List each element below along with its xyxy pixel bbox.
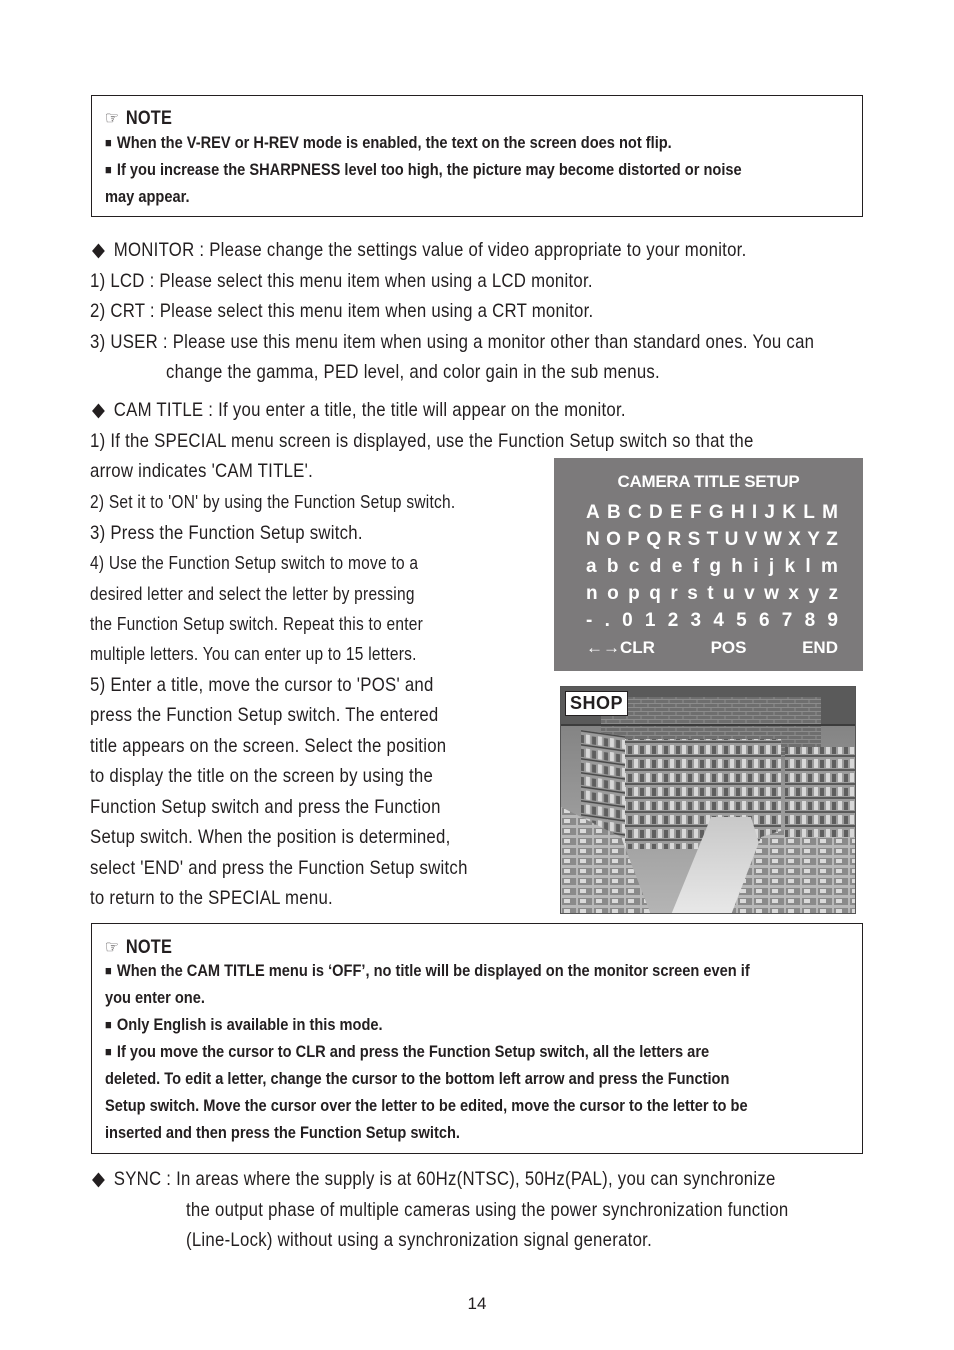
note-line: deleted. To edit a letter, change the cursor to the bottom left arrow and press the Function: [105, 1069, 730, 1088]
setup-char: Y: [807, 529, 820, 550]
setup-char: S: [687, 529, 701, 550]
setup-letter-row: [586, 502, 838, 524]
monitor-item-user: 3) USER : Please use this menu item when using a monitor other than standard ones. You can: [90, 331, 815, 353]
setup-char: 7: [781, 610, 793, 631]
cam-title-line: the Function Setup switch. Repeat this to enter: [90, 614, 424, 634]
setup-char: L: [803, 502, 815, 523]
setup-char: 1: [644, 610, 656, 631]
note-box-2: [91, 923, 863, 1154]
note-line: inserted and then press the Function Setup switch.: [105, 1123, 460, 1142]
cam-title-line: arrow indicates 'CAM TITLE'.: [90, 460, 314, 482]
monitor-heading: ◆ MONITOR : Please change the settings value of video appropriate to your monitor.: [92, 239, 747, 261]
setup-char: x: [788, 583, 799, 604]
setup-char: F: [689, 502, 702, 523]
shop-camera-image: [560, 686, 856, 914]
setup-char: o: [607, 583, 619, 604]
setup-char: e: [671, 556, 683, 577]
pointing-hand-icon: ☞: [105, 108, 120, 128]
setup-letter-row: [586, 556, 838, 578]
sync-line: the output phase of multiple cameras using the power synchronization function: [186, 1199, 789, 1221]
note-line: may appear.: [105, 187, 190, 206]
setup-char: C: [628, 502, 642, 523]
setup-char: 3: [690, 610, 702, 631]
note-line: ■ When the CAM TITLE menu is ‘OFF’, no title will be displayed on the monitor screen even if: [105, 961, 750, 980]
setup-char: H: [730, 502, 745, 523]
setup-char: b: [606, 556, 619, 577]
setup-char: t: [707, 583, 714, 604]
sync-line: (Line-Lock) without using a synchronization signal generator.: [186, 1229, 652, 1251]
setup-control-row: [586, 638, 838, 658]
setup-char: 6: [758, 610, 770, 631]
setup-char: i: [753, 556, 759, 577]
setup-char: J: [764, 502, 775, 523]
setup-char: v: [744, 583, 755, 604]
page-number: 14: [467, 1294, 487, 1313]
setup-char: 8: [804, 610, 816, 631]
cam-title-line: 5) Enter a title, move the cursor to 'POS' and: [90, 674, 434, 696]
sync-heading: ◆ SYNC : In areas where the supply is at 60Hz(NTSC), 50Hz(PAL), you can synchronize: [92, 1168, 776, 1190]
setup-char: O: [606, 529, 621, 550]
cam-title-line: Setup switch. When the position is determined,: [90, 826, 451, 848]
cam-title-line: Function Setup switch and press the Function: [90, 796, 441, 818]
bullet-square-icon: ■: [105, 135, 112, 150]
cam-title-line: to display the title on the screen by using the: [90, 765, 434, 787]
setup-char: r: [670, 583, 678, 604]
shop-title-overlay: SHOP: [565, 691, 628, 716]
cam-title-line: select 'END' and press the Function Setup switch: [90, 857, 468, 879]
setup-char: -: [586, 610, 593, 631]
setup-char: G: [708, 502, 724, 523]
setup-char: m: [821, 556, 838, 577]
cam-title-line: 1) If the SPECIAL menu screen is displayed, use the Function Setup switch so that the: [90, 430, 754, 452]
setup-char: g: [709, 556, 721, 577]
note-line: Setup switch. Move the cursor over the letter to be edited, move the cursor to the letter to be: [105, 1096, 748, 1115]
cam-title-line: multiple letters. You can enter up to 15 letters.: [90, 644, 417, 664]
cam-title-line: press the Function Setup switch. The entered: [90, 704, 439, 726]
setup-char: Q: [646, 529, 662, 550]
setup-char: B: [607, 502, 621, 523]
camera-title-setup-panel: [554, 458, 863, 671]
setup-char: E: [670, 502, 683, 523]
note-line: ■ If you move the cursor to CLR and press the Function Setup switch, all the letters are: [105, 1042, 710, 1061]
setup-char: j: [768, 556, 775, 577]
setup-char: 9: [827, 610, 838, 631]
setup-char: z: [828, 583, 838, 604]
diamond-bullet-icon: ◆: [92, 239, 106, 261]
setup-digit-row: [586, 610, 838, 632]
setup-char: 4: [713, 610, 724, 631]
cam-title-line: 3) Press the Function Setup switch.: [90, 522, 363, 544]
setup-char: M: [822, 502, 838, 523]
setup-char: K: [782, 502, 796, 523]
setup-char: T: [706, 529, 719, 550]
setup-char: a: [586, 556, 597, 577]
setup-pos-control: POS: [710, 638, 747, 657]
monitor-item-user-cont: change the gamma, PED level, and color gain in the sub menus.: [166, 361, 660, 383]
diamond-bullet-icon: ◆: [92, 399, 106, 421]
note-line: ■ When the V-REV or H-REV mode is enabled, the text on the screen does not flip.: [105, 133, 672, 152]
setup-char: d: [649, 556, 662, 577]
setup-letter-row: [586, 529, 838, 551]
bullet-square-icon: ■: [105, 963, 112, 978]
setup-letter-row: [586, 583, 838, 605]
bullet-square-icon: ■: [105, 1044, 112, 1059]
setup-char: .: [604, 610, 610, 631]
setup-char: 2: [667, 610, 679, 631]
setup-char: h: [731, 556, 743, 577]
diamond-bullet-icon: ◆: [92, 1168, 106, 1190]
setup-panel-title: CAMERA TITLE SETUP: [617, 472, 800, 491]
setup-char: V: [744, 529, 758, 550]
setup-char: y: [808, 583, 820, 604]
setup-char: c: [628, 556, 640, 577]
pointing-hand-icon: ☞: [105, 937, 120, 957]
note-line: you enter one.: [105, 988, 205, 1007]
shop-interior-illustration: [561, 687, 856, 914]
setup-char: l: [805, 556, 811, 577]
note-heading: ☞ NOTE: [105, 937, 173, 958]
setup-char: q: [649, 583, 661, 604]
setup-char: A: [586, 502, 600, 523]
setup-char: f: [692, 556, 699, 577]
setup-char: N: [586, 529, 600, 550]
note-line: ■ If you increase the SHARPNESS level too high, the picture may become distorted or noise: [105, 160, 742, 179]
setup-char: u: [723, 583, 735, 604]
note-line: ■ Only English is available in this mode.: [105, 1015, 383, 1034]
setup-char: n: [586, 583, 598, 604]
setup-char: U: [724, 529, 739, 550]
cam-title-line: to return to the SPECIAL menu.: [90, 887, 333, 909]
setup-char: R: [667, 529, 682, 550]
cam-title-heading: ◆ CAM TITLE : If you enter a title, the title will appear on the monitor.: [92, 399, 626, 421]
note-heading: ☞ NOTE: [105, 108, 173, 129]
setup-end-control: END: [802, 638, 838, 657]
setup-char: p: [628, 583, 640, 604]
setup-char: 0: [622, 610, 633, 631]
bullet-square-icon: ■: [105, 162, 112, 177]
setup-char: s: [687, 583, 698, 604]
setup-char: 5: [736, 610, 747, 631]
setup-char: Z: [826, 529, 838, 550]
cam-title-line: 4) Use the Function Setup switch to move to a: [90, 553, 419, 573]
setup-clr-control: ←→CLR: [586, 638, 655, 657]
monitor-item-lcd: 1) LCD : Please select this menu item when using a LCD monitor.: [90, 270, 593, 292]
cam-title-line: desired letter and select the letter by pressing: [90, 584, 415, 604]
cam-title-line: title appears on the screen. Select the position: [90, 735, 447, 757]
setup-char: W: [763, 529, 782, 550]
setup-char: k: [784, 556, 796, 577]
bullet-square-icon: ■: [105, 1017, 112, 1032]
setup-char: w: [764, 583, 779, 604]
setup-char: X: [788, 529, 801, 550]
setup-char: P: [627, 529, 640, 550]
setup-char: I: [751, 502, 758, 523]
note-box-1: [91, 95, 863, 217]
monitor-item-crt: 2) CRT : Please select this menu item when using a CRT monitor.: [90, 300, 594, 322]
setup-char: D: [649, 502, 663, 523]
cam-title-line: 2) Set it to 'ON' by using the Function Setup switch.: [90, 492, 456, 512]
